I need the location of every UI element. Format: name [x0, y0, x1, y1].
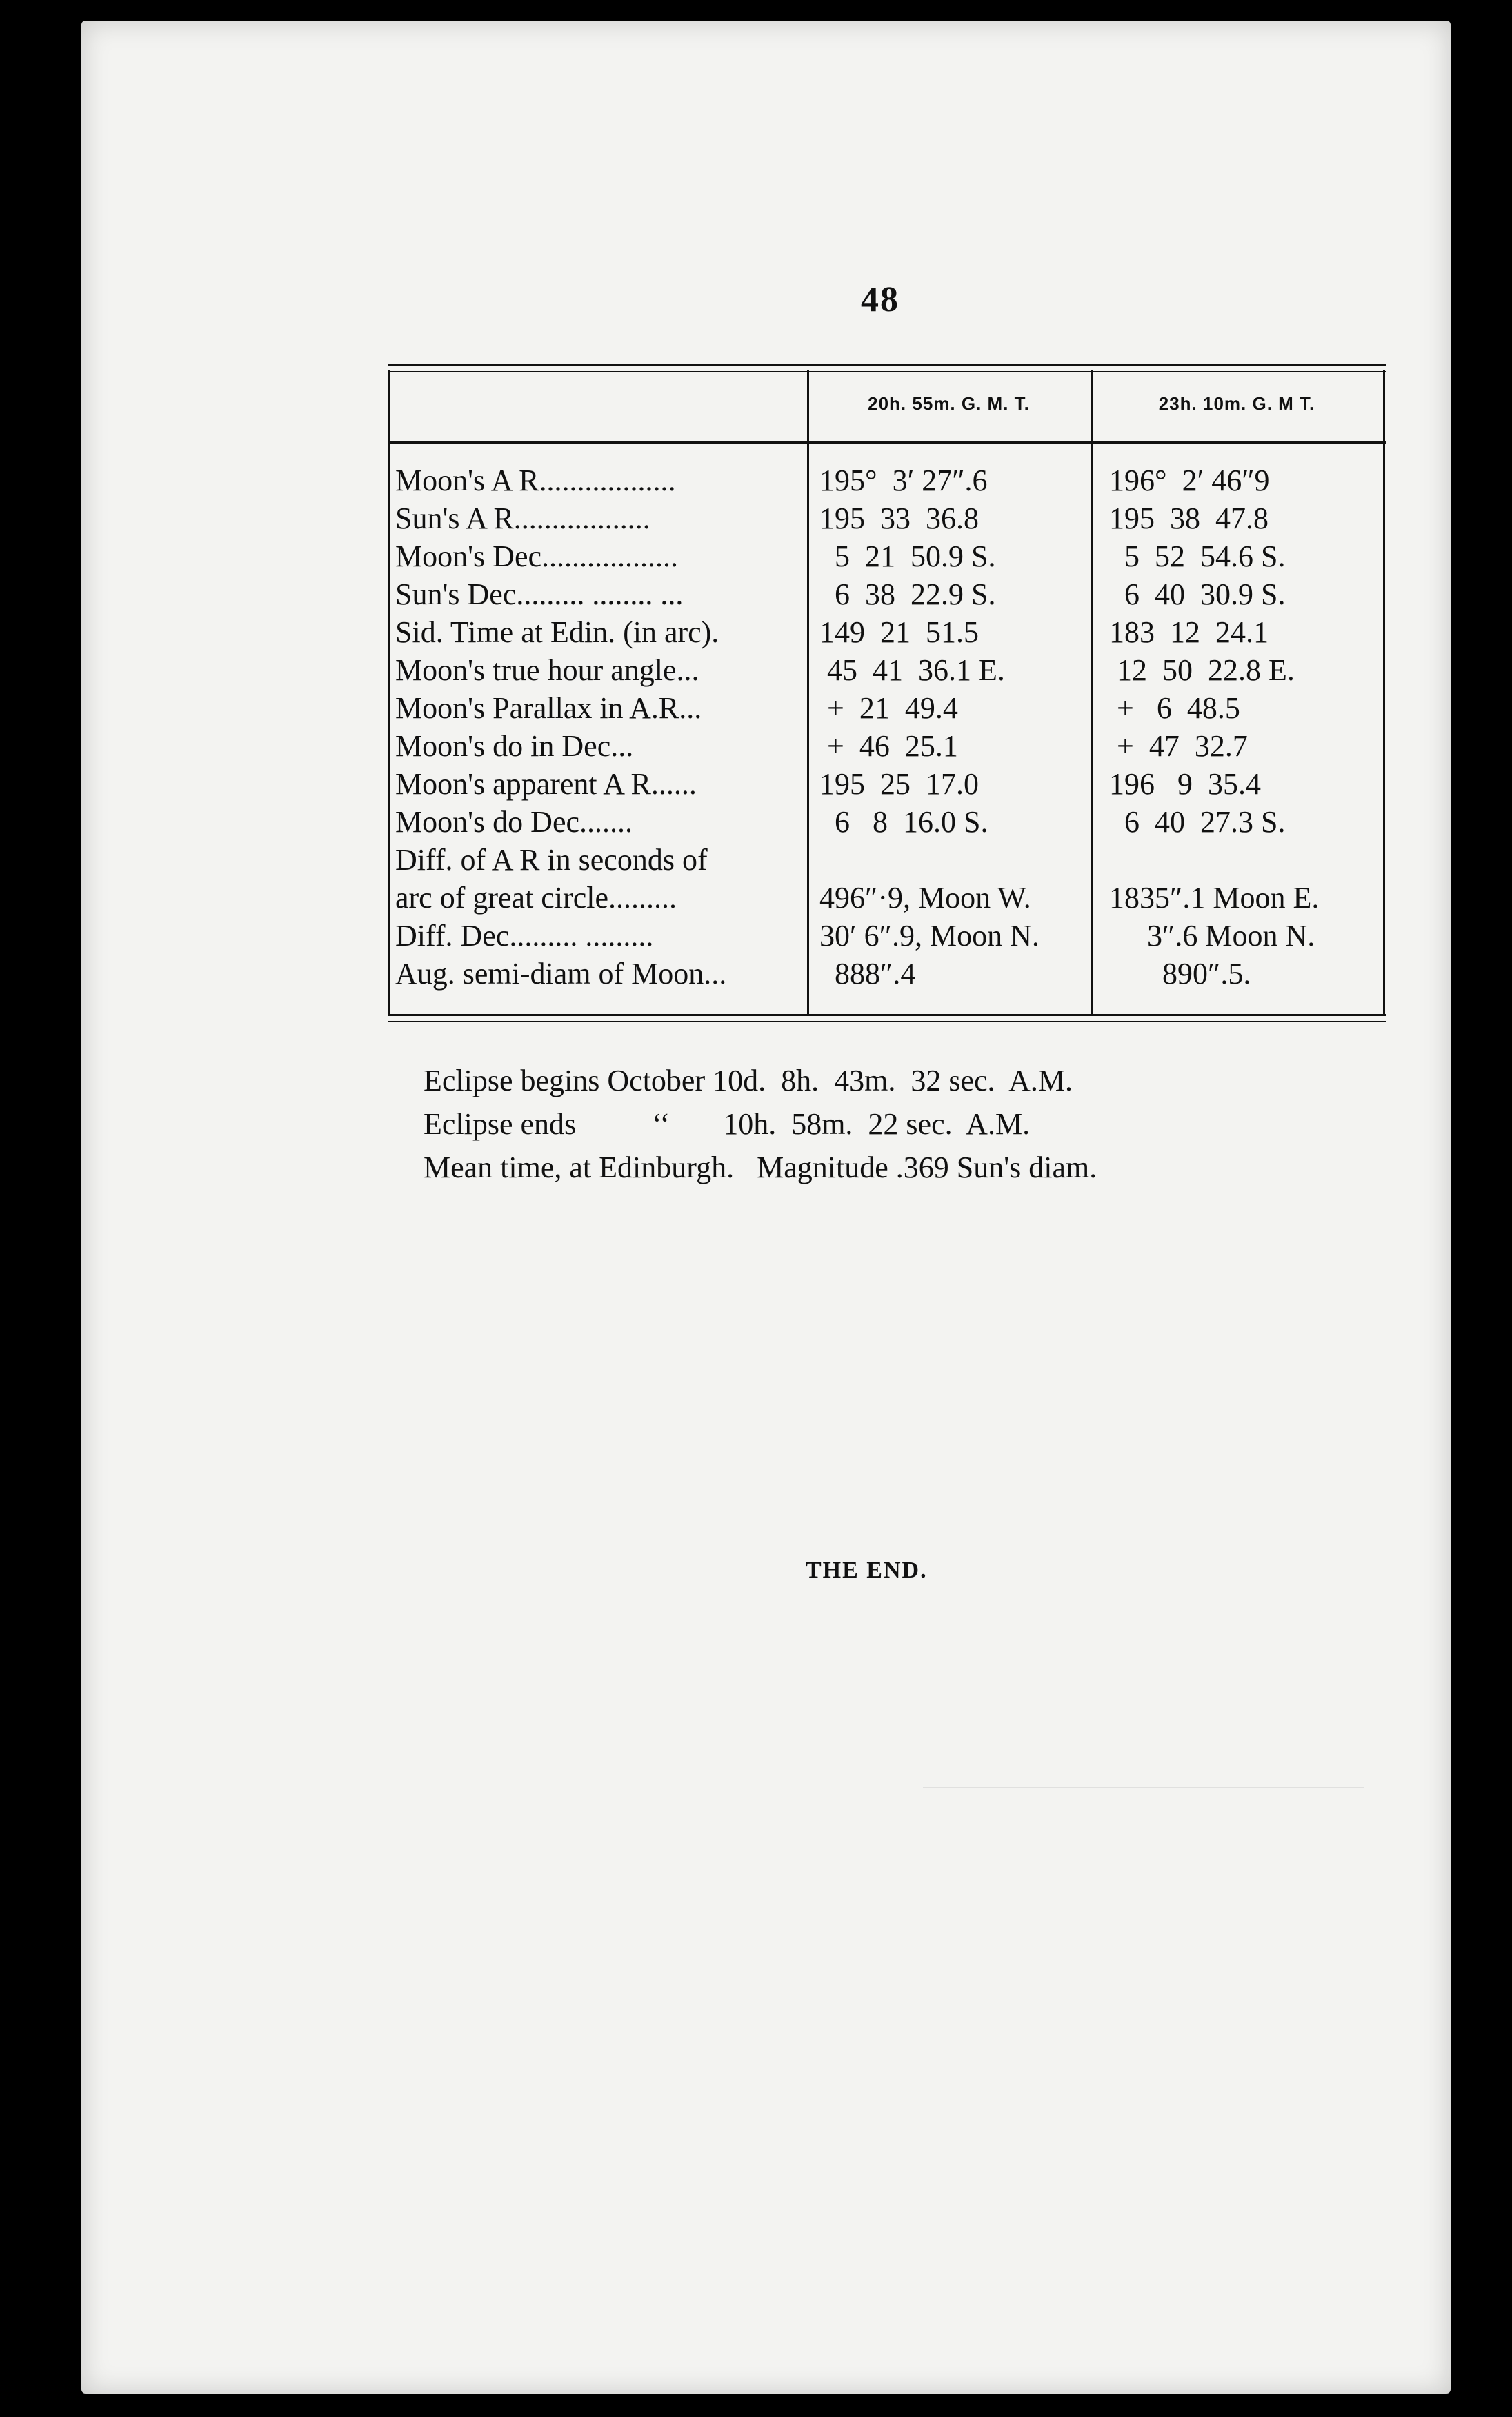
- row-value-23h10m: 1835″.1 Moon E.: [1109, 881, 1320, 915]
- col1-header: 20h. 55m. G. M. T.: [868, 393, 1030, 414]
- table-row: [388, 842, 1386, 879]
- row-label: Diff. of A R in seconds of: [395, 843, 708, 877]
- row-label: Moon's true hour angle...: [395, 653, 699, 687]
- row-label: Sid. Time at Edin. (in arc).: [395, 615, 719, 649]
- row-label: Moon's Dec..................: [395, 539, 679, 573]
- row-value-23h10m: 3″.6 Moon N.: [1109, 919, 1315, 953]
- row-value-20h55m: 888″.4: [819, 957, 916, 991]
- table-header-rule: [388, 441, 1386, 444]
- row-value-23h10m: 5 52 54.6 S.: [1109, 539, 1286, 573]
- table-row: [388, 766, 1386, 804]
- table-row: [388, 539, 1386, 576]
- table-bottom-rule-inner: [388, 1021, 1386, 1022]
- table-row: [388, 956, 1386, 993]
- table-row: [388, 501, 1386, 538]
- row-label: Sun's Dec......... ........ ...: [395, 577, 684, 611]
- table-row: [388, 653, 1386, 690]
- row-value-23h10m: 195 38 47.8: [1109, 501, 1269, 535]
- table-top-rule: [388, 364, 1386, 366]
- row-label: Moon's A R..................: [395, 464, 676, 497]
- row-value-20h55m: 195 25 17.0: [819, 767, 979, 801]
- row-value-23h10m: + 6 48.5: [1109, 691, 1240, 725]
- table-row: [388, 577, 1386, 614]
- row-value-20h55m: 6 8 16.0 S.: [819, 805, 988, 839]
- table-row: [388, 918, 1386, 955]
- table-row: [388, 880, 1386, 917]
- row-label: Moon's do Dec.......: [395, 805, 633, 839]
- book-page: [81, 21, 1451, 2394]
- row-value-20h55m: + 46 25.1: [819, 729, 958, 763]
- row-value-23h10m: 12 50 22.8 E.: [1109, 653, 1295, 687]
- row-value-20h55m: 45 41 36.1 E.: [819, 653, 1005, 687]
- row-value-23h10m: 196 9 35.4: [1109, 767, 1261, 801]
- row-value-20h55m: + 21 49.4: [819, 691, 958, 725]
- row-label: Diff. Dec......... .........: [395, 919, 654, 953]
- col2-header: 23h. 10m. G. M T.: [1158, 393, 1315, 414]
- row-value-20h55m: 5 21 50.9 S.: [819, 539, 996, 573]
- row-label: arc of great circle.........: [395, 881, 677, 915]
- row-value-23h10m: 6 40 27.3 S.: [1109, 805, 1286, 839]
- table-row: [388, 615, 1386, 652]
- row-value-23h10m: 6 40 30.9 S.: [1109, 577, 1286, 611]
- show-through: [923, 1787, 1364, 1788]
- ephemeris-table: [388, 364, 1386, 1026]
- row-value-20h55m: 30′ 6″.9, Moon N.: [819, 919, 1040, 953]
- row-label: Moon's apparent A R......: [395, 767, 697, 801]
- eclipse-notes: [424, 1059, 1097, 1189]
- row-value-20h55m: 195° 3′ 27″.6: [819, 464, 988, 497]
- table-row: [388, 728, 1386, 766]
- row-value-23h10m: + 47 32.7: [1109, 729, 1248, 763]
- row-value-23h10m: 183 12 24.1: [1109, 615, 1269, 649]
- row-label: Moon's do in Dec...: [395, 729, 634, 763]
- the-end-heading: THE END.: [806, 1558, 928, 1583]
- eclipse-begins-line: Eclipse begins October 10d. 8h. 43m. 32 sec. A.M.: [424, 1064, 1073, 1097]
- table-bottom-rule: [388, 1014, 1386, 1016]
- row-value-23h10m: 196° 2′ 46″9: [1109, 464, 1270, 497]
- row-value-20h55m: 149 21 51.5: [819, 615, 979, 649]
- table-row: [388, 463, 1386, 500]
- table-row: [388, 690, 1386, 728]
- row-value-20h55m: 6 38 22.9 S.: [819, 577, 996, 611]
- row-value-20h55m: 195 33 36.8: [819, 501, 979, 535]
- mean-time-line: Mean time, at Edinburgh. Magnitude .369 Sun's diam.: [424, 1151, 1097, 1184]
- row-label: Moon's Parallax in A.R...: [395, 691, 702, 725]
- row-value-23h10m: 890″.5.: [1109, 957, 1251, 991]
- eclipse-ends-line: Eclipse ends ‘‘ 10h. 58m. 22 sec. A.M.: [424, 1107, 1031, 1141]
- row-label: Sun's A R..................: [395, 501, 650, 535]
- table-top-rule-inner: [388, 371, 1386, 372]
- row-value-20h55m: 496″·9, Moon W.: [819, 881, 1031, 915]
- page-number: 48: [861, 280, 899, 319]
- row-label: Aug. semi-diam of Moon...: [395, 957, 727, 991]
- table-row: [388, 804, 1386, 842]
